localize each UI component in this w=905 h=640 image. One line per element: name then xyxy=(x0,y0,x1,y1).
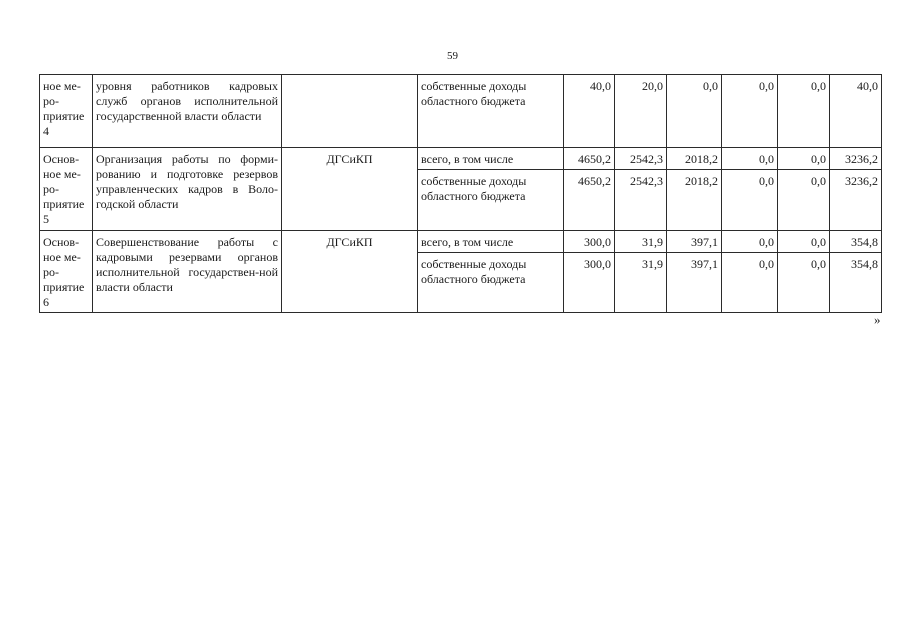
closing-quote-mark: » xyxy=(874,312,881,327)
value-cell: 0,0 xyxy=(778,231,830,253)
funding-source-cell: собственные доходы областного бюджета xyxy=(418,253,564,313)
value-cell: 300,0 xyxy=(564,231,615,253)
funding-source-cell: собственные доходы областного бюджета xyxy=(418,75,564,148)
value-cell: 0,0 xyxy=(778,170,830,231)
responsible-cell: ДГСиКП xyxy=(282,231,418,313)
funding-source-cell: собственные доходы областного бюджета xyxy=(418,170,564,231)
value-cell: 2018,2 xyxy=(667,170,722,231)
value-cell: 0,0 xyxy=(722,170,778,231)
activity-code-cell: Основ-ное ме-ро-приятие 5 xyxy=(40,148,93,231)
activity-code-cell: ное ме-ро-приятие 4 xyxy=(40,75,93,148)
value-cell: 40,0 xyxy=(830,75,882,148)
value-cell: 0,0 xyxy=(722,231,778,253)
activity-name-cell: уровня работников кадровых служб органов исполнительной государственной власти области xyxy=(93,75,282,148)
table-row xyxy=(40,148,882,170)
budget-table xyxy=(39,74,882,313)
responsible-cell xyxy=(282,75,418,148)
value-cell: 0,0 xyxy=(722,148,778,170)
value-cell: 0,0 xyxy=(722,75,778,148)
value-cell: 31,9 xyxy=(615,231,667,253)
value-cell: 3236,2 xyxy=(830,170,882,231)
value-cell: 354,8 xyxy=(830,253,882,313)
value-cell: 40,0 xyxy=(564,75,615,148)
value-cell: 31,9 xyxy=(615,253,667,313)
table-row xyxy=(40,75,882,148)
funding-source-cell: всего, в том числе xyxy=(418,231,564,253)
responsible-cell: ДГСиКП xyxy=(282,148,418,231)
value-cell: 0,0 xyxy=(778,75,830,148)
value-cell: 0,0 xyxy=(722,253,778,313)
page-number: 59 xyxy=(447,50,458,62)
value-cell: 3236,2 xyxy=(830,148,882,170)
value-cell: 0,0 xyxy=(667,75,722,148)
activity-code-cell: Основ-ное ме-ро-приятие 6 xyxy=(40,231,93,313)
value-cell: 2542,3 xyxy=(615,170,667,231)
value-cell: 20,0 xyxy=(615,75,667,148)
value-cell: 0,0 xyxy=(778,148,830,170)
table-row xyxy=(40,231,882,253)
value-cell: 397,1 xyxy=(667,231,722,253)
value-cell: 4650,2 xyxy=(564,170,615,231)
activity-name-cell: Организация работы по форми-рованию и подготовке резервов управленческих кадров в Воло-годской области xyxy=(93,148,282,231)
value-cell: 2018,2 xyxy=(667,148,722,170)
activity-name-cell: Совершенствование работы с кадровыми резервами органов исполнительной государствен-ной власти области xyxy=(93,231,282,313)
funding-source-cell: всего, в том числе xyxy=(418,148,564,170)
value-cell: 300,0 xyxy=(564,253,615,313)
value-cell: 0,0 xyxy=(778,253,830,313)
value-cell: 4650,2 xyxy=(564,148,615,170)
value-cell: 354,8 xyxy=(830,231,882,253)
value-cell: 2542,3 xyxy=(615,148,667,170)
value-cell: 397,1 xyxy=(667,253,722,313)
